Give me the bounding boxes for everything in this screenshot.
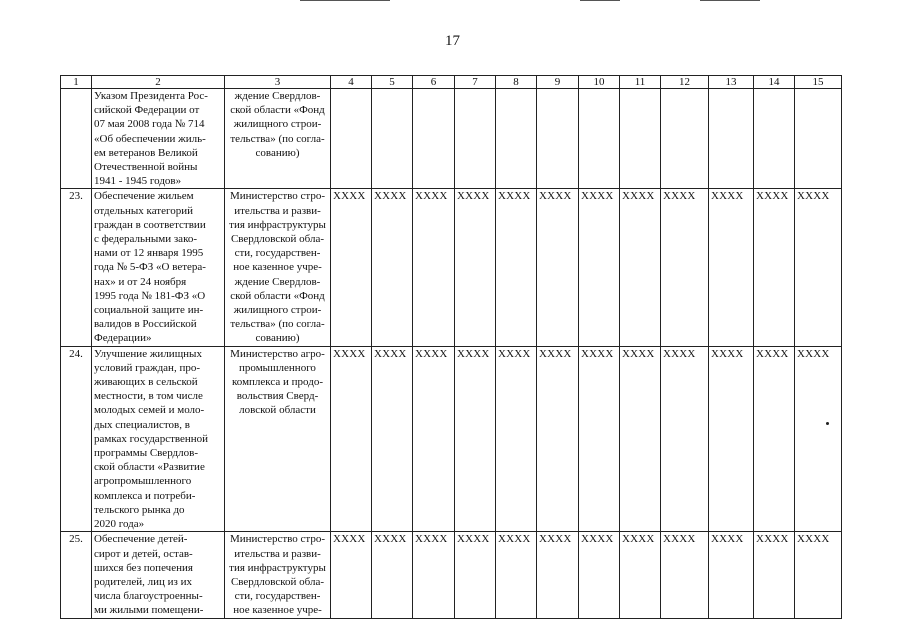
period-mark-cell <box>620 89 661 189</box>
period-mark-cell <box>661 89 709 189</box>
executor-line: ской области «Фонд <box>230 104 325 117</box>
period-mark-cell: XXXX <box>795 532 842 618</box>
measure-line: с федеральными зако- <box>94 233 198 246</box>
period-mark-cell <box>795 89 842 189</box>
period-mark-cell: XXXX <box>331 532 372 618</box>
measure-line: шихся без попечения <box>94 561 193 574</box>
measure-line: нами от 12 января 1995 <box>94 247 204 260</box>
executor-line: ской области «Фонд <box>230 289 325 302</box>
measure-line: числа благоустроенны- <box>94 590 203 603</box>
period-mark-cell: XXXX <box>579 532 620 618</box>
measure-line: ми жилыми помещени- <box>94 604 204 617</box>
period-mark-cell: XXXX <box>331 189 372 346</box>
period-mark-cell <box>579 89 620 189</box>
measures-table <box>60 75 842 619</box>
period-mark-cell <box>331 89 372 189</box>
period-mark-cell: XXXX <box>709 346 754 532</box>
executor-line: ловской области <box>239 404 316 417</box>
stray-mark <box>826 422 829 425</box>
period-mark-cell <box>537 89 579 189</box>
measure-description <box>92 189 225 346</box>
measure-line: родителей, лиц из их <box>94 575 192 588</box>
period-mark-cell: XXXX <box>496 532 537 618</box>
measure-line: Улучшение жилищных <box>94 347 202 360</box>
period-mark-cell: XXXX <box>496 189 537 346</box>
period-mark-cell: XXXX <box>579 346 620 532</box>
table-row <box>61 346 842 532</box>
page-number: 17 <box>445 33 460 49</box>
measure-line: молодых семей и моло- <box>94 404 205 417</box>
executor-description <box>225 189 331 346</box>
executor-line: комплекса и продо- <box>232 376 323 389</box>
column-header: 6 <box>413 76 455 89</box>
executor-line: промышленного <box>239 361 316 374</box>
executor-line: тельства» (по согла- <box>230 318 325 331</box>
measure-line: «Об обеспечении жиль- <box>94 132 206 145</box>
measure-line: комплекса и потреби- <box>94 489 196 502</box>
period-mark-cell: XXXX <box>709 189 754 346</box>
row-number: 25. <box>61 532 92 618</box>
period-mark-cell <box>496 89 537 189</box>
executor-line: жилищного строи- <box>233 118 322 131</box>
period-mark-cell: XXXX <box>795 189 842 346</box>
period-mark-cell: XXXX <box>579 189 620 346</box>
measure-line: Федерации» <box>94 332 152 345</box>
measure-line: Обеспечение детей- <box>94 533 188 546</box>
executor-line: ительства и разви- <box>234 204 321 217</box>
measure-line: года № 5-ФЗ «О ветера- <box>94 261 206 274</box>
period-mark-cell <box>372 89 413 189</box>
table-header-row <box>61 76 842 89</box>
measure-line: местности, в том числе <box>94 390 203 403</box>
period-mark-cell: XXXX <box>413 346 455 532</box>
period-mark-cell: XXXX <box>620 346 661 532</box>
measure-line: сирот и детей, остав- <box>94 547 193 560</box>
executor-line: Министерство стро- <box>229 190 326 203</box>
executor-line: сованию) <box>255 332 300 345</box>
top-rule-left <box>300 0 390 1</box>
period-mark-cell: XXXX <box>372 346 413 532</box>
executor-line: вольствия Сверд- <box>236 390 319 403</box>
measure-line: Указом Президента Рос- <box>94 90 208 102</box>
measure-line: агропромышленного <box>94 475 192 488</box>
column-header: 5 <box>372 76 413 89</box>
column-header: 13 <box>709 76 754 89</box>
column-header: 2 <box>92 76 225 89</box>
executor-line: тия инфраструктуры <box>229 218 326 231</box>
executor-description <box>225 89 331 189</box>
period-mark-cell <box>413 89 455 189</box>
measure-line: 2020 года» <box>94 518 145 531</box>
column-header: 10 <box>579 76 620 89</box>
row-number: 24. <box>61 346 92 532</box>
column-header: 15 <box>795 76 842 89</box>
period-mark-cell <box>709 89 754 189</box>
measure-line: Обеспечение жильем <box>94 190 194 203</box>
measure-line: 1941 - 1945 годов» <box>94 175 182 188</box>
column-header: 1 <box>61 76 92 89</box>
measure-line: валидов в Российской <box>94 318 197 331</box>
executor-line: сти, государствен- <box>234 247 321 260</box>
period-mark-cell: XXXX <box>661 346 709 532</box>
executor-line: ное казенное учре- <box>233 604 322 617</box>
table-row <box>61 89 842 189</box>
period-mark-cell: XXXX <box>496 346 537 532</box>
executor-line: ное казенное учре- <box>233 261 322 274</box>
measure-line: тельского рынка до <box>94 503 185 516</box>
column-header: 8 <box>496 76 537 89</box>
period-mark-cell: XXXX <box>537 532 579 618</box>
period-mark-cell: XXXX <box>455 189 496 346</box>
period-mark-cell <box>754 89 795 189</box>
period-mark-cell: XXXX <box>795 346 842 532</box>
executor-line: жилищного строи- <box>233 304 322 317</box>
top-rule-middle <box>580 0 620 1</box>
measure-line: живающих в сельской <box>94 376 198 389</box>
measure-line: нах» и от 24 ноября <box>94 275 187 288</box>
column-header: 14 <box>754 76 795 89</box>
table-row <box>61 532 842 618</box>
measure-line: социальной защите ин- <box>94 304 204 317</box>
period-mark-cell: XXXX <box>455 532 496 618</box>
executor-line: тельства» (по согла- <box>230 132 325 145</box>
executor-line: Свердловской обла- <box>230 575 325 588</box>
period-mark-cell: XXXX <box>661 189 709 346</box>
executor-line: сованию) <box>255 146 300 159</box>
period-mark-cell: XXXX <box>331 346 372 532</box>
measure-line: программы Свердлов- <box>94 447 198 460</box>
executor-line: Министерство стро- <box>229 533 326 546</box>
period-mark-cell: XXXX <box>537 346 579 532</box>
measure-line: Отечественной войны <box>94 161 198 174</box>
period-mark-cell: XXXX <box>754 532 795 618</box>
period-mark-cell: XXXX <box>413 189 455 346</box>
period-mark-cell: XXXX <box>620 189 661 346</box>
measure-line: ем ветеранов Великой <box>94 146 198 159</box>
measure-line: отдельных категорий <box>94 204 194 217</box>
table-row <box>61 189 842 346</box>
period-mark-cell: XXXX <box>537 189 579 346</box>
executor-line: тия инфраструктуры <box>229 561 326 574</box>
executor-line: Министерство агро- <box>230 347 325 360</box>
column-header: 7 <box>455 76 496 89</box>
measure-description <box>92 346 225 532</box>
measure-line: условий граждан, про- <box>94 361 200 374</box>
executor-description <box>225 346 331 532</box>
measure-line: 07 мая 2008 года № 714 <box>94 118 205 131</box>
measure-line: рамках государственной <box>94 432 209 445</box>
period-mark-cell: XXXX <box>754 189 795 346</box>
period-mark-cell: XXXX <box>372 189 413 346</box>
column-header: 12 <box>661 76 709 89</box>
executor-line: ительства и разви- <box>234 547 321 560</box>
measure-description <box>92 532 225 618</box>
period-mark-cell: XXXX <box>754 346 795 532</box>
column-header: 9 <box>537 76 579 89</box>
executor-line: ждение Свердлов- <box>234 90 321 102</box>
row-number: 23. <box>61 189 92 346</box>
measure-line: граждан в соответствии <box>94 218 206 231</box>
period-mark-cell: XXXX <box>413 532 455 618</box>
executor-line: ждение Свердлов- <box>234 275 321 288</box>
executor-line: сти, государствен- <box>234 590 321 603</box>
period-mark-cell: XXXX <box>455 346 496 532</box>
period-mark-cell: XXXX <box>372 532 413 618</box>
row-number <box>61 89 92 189</box>
period-mark-cell: XXXX <box>709 532 754 618</box>
measure-line: 1995 года № 181-ФЗ «О <box>94 289 206 302</box>
top-rule-right <box>700 0 760 1</box>
period-mark-cell <box>455 89 496 189</box>
executor-description <box>225 532 331 618</box>
measure-description <box>92 89 225 189</box>
column-header: 3 <box>225 76 331 89</box>
measure-line: дых специалистов, в <box>94 418 190 431</box>
column-header: 4 <box>331 76 372 89</box>
executor-line: Свердловской обла- <box>230 233 325 246</box>
measure-line: сийской Федерации от <box>94 104 200 117</box>
measure-line: ской области «Развитие <box>94 461 205 474</box>
period-mark-cell: XXXX <box>661 532 709 618</box>
period-mark-cell: XXXX <box>620 532 661 618</box>
column-header: 11 <box>620 76 661 89</box>
